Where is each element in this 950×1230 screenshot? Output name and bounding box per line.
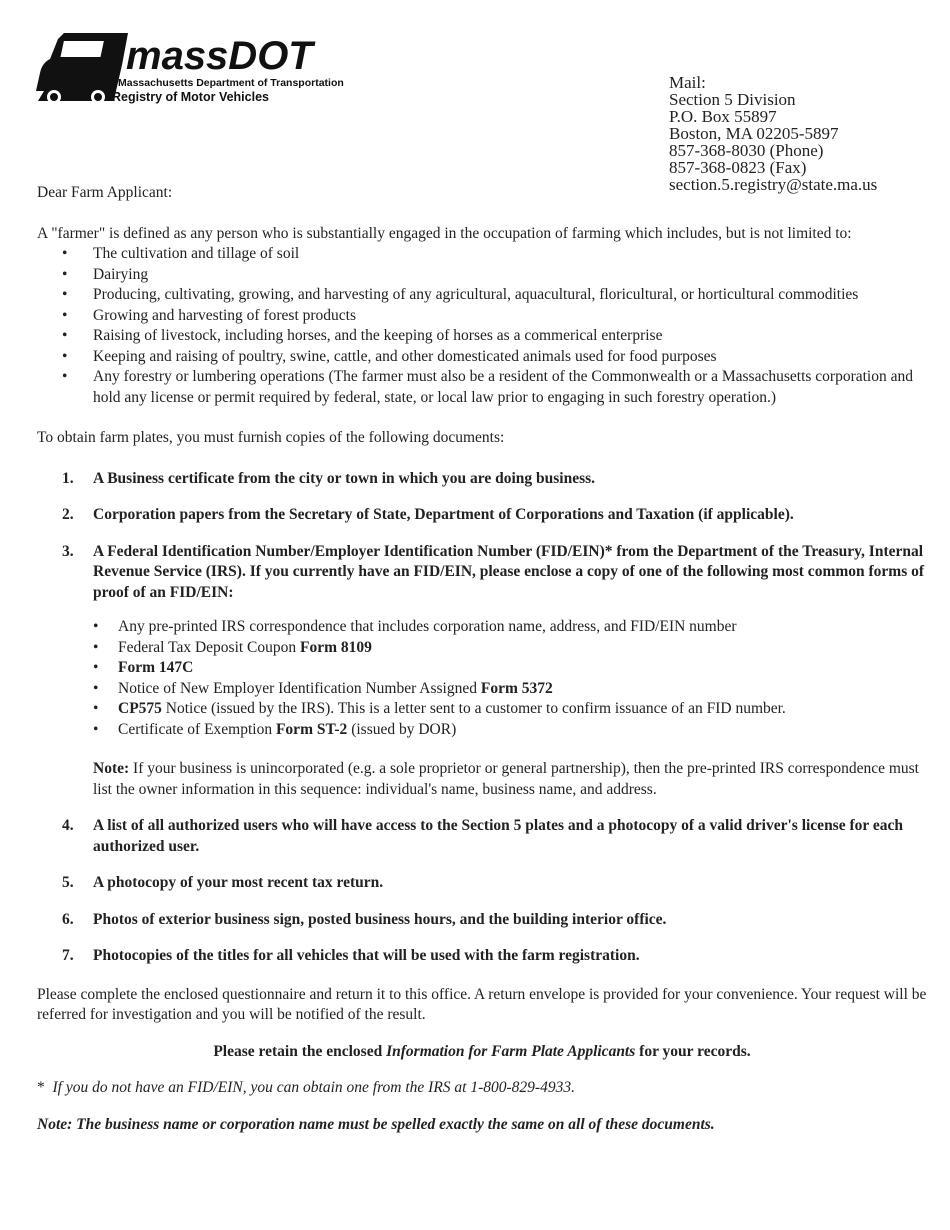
fid-proof-list <box>93 617 927 740</box>
list-item: • Raising of livestock, including horses, and the keeping of horses as a commerical enterprise <box>62 327 663 344</box>
mail-fax: 857-368-0823 (Fax) <box>669 158 807 177</box>
mail-address-block <box>669 74 877 193</box>
requirement-item: 6. Photos of exterior business sign, posted business hours, and the building interior office. <box>62 910 667 928</box>
list-item: • Notice of New Employer Identification Number Assigned Form 5372 <box>93 679 553 697</box>
list-item: • Dairying <box>62 265 149 283</box>
logo-line1: Massachusetts Department of Transportation <box>118 77 344 89</box>
mail-email[interactable]: section.5.registry@state.ma.us <box>669 175 878 194</box>
list-item: • Keeping and raising of poultry, swine, cattle, and other domesticated animals used for food purposes <box>62 347 717 365</box>
requirement-item: 5. A photocopy of your most recent tax return. <box>62 874 384 891</box>
requirement-item: 2. Corporation papers from the Secretary of State, Department of Corporations and Taxation (if applicable). <box>62 506 794 523</box>
obtain-intro: To obtain farm plates, you must furnish copies of the following documents: <box>37 429 505 446</box>
retain-notice: Please retain the enclosed Information for Farm Plate Applicants for your records. <box>213 1042 751 1060</box>
complete-instructions: Please complete the enclosed questionnaire and return it to this office. A return envelope is provided for your convenience. Your request will be referred for investigation and you will be notified of the result. <box>37 985 927 1023</box>
footnote: * If you do not have an FID/EIN, you can obtain one from the IRS at 1-800-829-4933. <box>37 1079 575 1096</box>
list-item: • Any forestry or lumbering operations (The farmer must also be a resident of the Commonwealth or a Massachusetts corporation and hold any license or permit required by federal, state, or local law prior to engaging in such forestry operation.) <box>62 368 913 406</box>
mail-city: Boston, MA 02205-5897 <box>669 124 839 143</box>
requirements-list <box>37 469 927 967</box>
requirement-item: 4. A list of all authorized users who will have access to the Section 5 plates and a photocopy of a valid driver's license for each authorized user. <box>62 817 903 855</box>
massdot-logo <box>36 31 366 107</box>
list-item: • The cultivation and tillage of soil <box>62 245 300 262</box>
letter-body <box>37 183 927 1135</box>
fid-note: Note: If your business is unincorporated (e.g. a sole proprietor or general partnership), then the pre-printed IRS correspondence must list the owner information in this sequence: individual's name, business name, and address. <box>93 760 919 798</box>
requirement-item: 7. Photocopies of the titles for all vehicles that will be used with the farm registration. <box>62 947 640 964</box>
farmer-definition: A "farmer" is defined as any person who is substantially engaged in the occupation of farming which includes, but is not limited to: <box>37 224 852 242</box>
mail-phone: 857-368-8030 (Phone) <box>669 141 824 160</box>
greeting: Dear Farm Applicant: <box>37 184 173 201</box>
list-item: • Certificate of Exemption Form ST-2 (issued by DOR) <box>93 720 457 738</box>
requirement-item: 1. A Business certificate from the city or town in which you are doing business. <box>62 469 596 487</box>
requirement-item: 3. A Federal Identification Number/Employer Identification Number (FID/EIN)* from the Department of the Treasury, Internal Revenue Service (IRS). If you currently have an FID/EIN, please enclose a copy of one of the following most common forms of proof of an FID/EIN: • Any pre-printed IRS correspondence that includes corporation name, address, and FID/EIN number • Federal Tax Deposit Coupon Form 8109 • Form 147C • Notice of New Employer Identification Number Assigned Form 5372 • CP575 Notice (issued by the IRS). This is a letter sent to a customer to confirm issuance of an FID number. • Certificate of Exemption Form ST-2 (issued by DOR) Note: If your business is unincorporated (e.g. a sole proprietor or general partnership), then the pre-printed IRS correspondence must list the owner information in this sequence: individual's name, business name, and address. <box>37 542 927 801</box>
list-item: • Federal Tax Deposit Coupon Form 8109 <box>93 638 372 656</box>
list-item: • Growing and harvesting of forest products <box>62 306 357 324</box>
final-note: Note: The business name or corporation name must be spelled exactly the same on all of these documents. <box>37 1115 715 1133</box>
logo-brand: massDOT <box>126 34 313 78</box>
list-item: • Producing, cultivating, growing, and harvesting of any agricultural, aquacultural, floricultural, or horticultural commodities <box>62 286 859 303</box>
mail-division: Section 5 Division <box>669 90 796 109</box>
mail-label: Mail: <box>669 73 706 92</box>
farmer-list <box>37 244 927 408</box>
logo-line2: Registry of Motor Vehicles <box>112 90 269 104</box>
list-item: • Any pre-printed IRS correspondence that includes corporation name, address, and FID/EIN number <box>93 618 737 635</box>
list-item: • Form 147C <box>93 659 194 676</box>
mail-po-box: P.O. Box 55897 <box>669 107 777 126</box>
list-item: • CP575 Notice (issued by the IRS). This is a letter sent to a customer to confirm issuance of an FID number. <box>93 700 786 717</box>
